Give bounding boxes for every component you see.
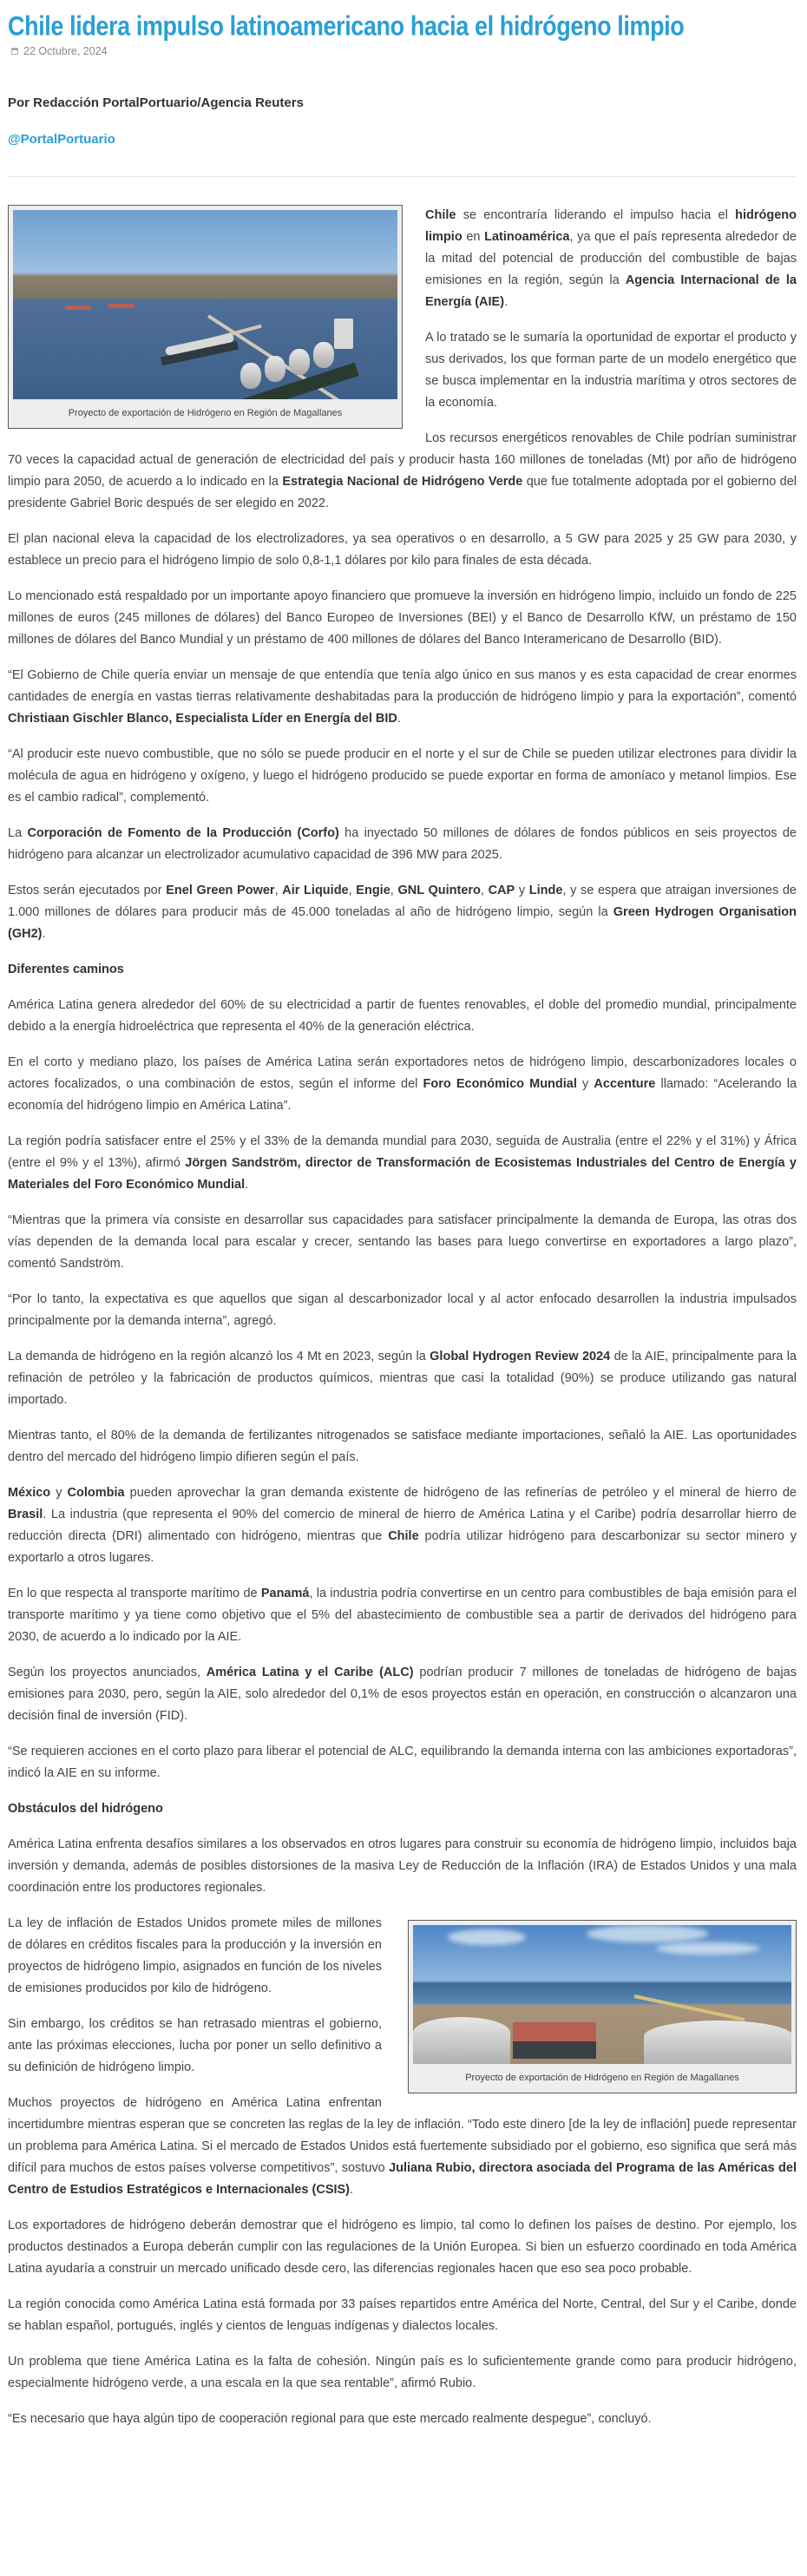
text-run: llamado: “Acelerando la economía del hidrógeno limpio en América Latina”. — [8, 1077, 797, 1113]
text-run: , ya que el país representa alrededor de la mitad del potencial de producción del combustible de bajas emisiones en la región, según la — [425, 230, 797, 287]
text-run: y — [576, 1077, 594, 1091]
figure-caption: Proyecto de exportación de Hidrógeno en Región de Magallanes — [68, 408, 343, 418]
emphasis-text: Chile — [388, 1529, 419, 1543]
paragraph — [8, 1052, 797, 1117]
paragraph — [8, 2215, 797, 2280]
text-run: que fue totalmente adoptada por el gobierno del presidente Gabriel Boric después de ser elegido en 2022. — [8, 475, 797, 510]
paragraph — [8, 1425, 797, 1469]
text-run: La región podría satisfacer entre el 25% y el 33% de la demanda mundial para 2030, seguida de Australia (entre el 22% y el 31%) y África (entre el 9% y el 13%), afirmó — [8, 1134, 797, 1170]
text-run: , y se espera que atraigan inversiones de 1.000 millones de dólares para producir más de 45.000 toneladas al año de hidrógeno limpio, según la — [8, 884, 797, 919]
text-run: Los exportadores de hidrógeno deberán demostrar que el hidrógeno es limpio, tal como lo definen los países de destino. Por ejemplo, los productos destinados a Europa deberán cumplir con las regulaciones de la Unión Europea. Si bien un esfuerzo coordinado en toda América Latina ayudaría a construir un mercado unificado desde cero, las diferencias regionales hacen que eso sea poco probable. — [8, 2218, 797, 2276]
paragraph — [8, 1346, 797, 1411]
text-run: “Es necesario que haya algún tipo de cooperación regional para que este mercado realmente despegue”, concluyó. — [8, 2412, 652, 2426]
article-body — [8, 205, 797, 2444]
text-run: . — [42, 927, 46, 941]
paragraph — [8, 1741, 797, 1784]
paragraph — [8, 2294, 797, 2337]
paragraph — [8, 1834, 797, 1899]
text-run: Los recursos energéticos renovables de Chile podrían suministrar 70 veces la capacidad actual de generación de electricidad del país y producir hasta 160 millones de toneladas (Mt) por año de hidrógeno limpio para 2050, de acuerdo a lo indicado en la — [8, 431, 797, 489]
emphasis-text: Christiaan Gischler Blanco, Especialista Líder en Energía del BID — [8, 712, 397, 726]
section-heading: Diferentes caminos — [8, 963, 124, 976]
text-run: La región conocida como América Latina está formada por 33 países repartidos entre América del Norte, Central, del Sur y el Caribe, donde se hablan español, portugués, inglés y cientos de lenguas indígenas y dialectos locales. — [8, 2297, 797, 2333]
emphasis-text: Enel Green Power — [166, 884, 275, 897]
text-run: , — [348, 884, 357, 897]
emphasis-text: GNL Quintero — [397, 884, 481, 897]
text-run: . — [397, 712, 401, 726]
text-run: pueden aprovechar la gran demanda existente de hidrógeno de las refinerías de petróleo y el mineral de hierro de — [124, 1486, 797, 1500]
emphasis-text: Global Hydrogen Review 2024 — [430, 1350, 611, 1364]
paragraph — [8, 1289, 797, 1332]
text-run: , — [390, 884, 398, 897]
emphasis-text: Air Liquide — [282, 884, 349, 897]
photo-hydrogen-storage-tanks[interactable] — [413, 1925, 791, 2064]
text-run: En el corto y mediano plazo, los países de América Latina serán exportadores netos de hidrógeno limpio, descarbonizadores locales o actores focalizados, o una combinación de estos, según el informe del — [8, 1055, 797, 1091]
emphasis-text: Chile — [425, 208, 456, 222]
text-run: En lo que respecta al transporte marítimo de — [8, 1587, 261, 1600]
paragraph — [8, 1583, 797, 1648]
text-run: Mientras tanto, el 80% de la demanda de fertilizantes nitrogenados se satisface mediante importaciones, señaló la AIE. Las oportunidades dentro del mercado del hidrógeno limpio difieren según el país. — [8, 1429, 797, 1464]
date-text: 22 Octubre, 2024 — [23, 45, 108, 57]
emphasis-text: México — [8, 1486, 51, 1500]
figure-magallanes-tanks — [408, 1920, 797, 2093]
text-run: “Por lo tanto, la expectativa es que aquellos que sigan al descarbonizador local y al actor enfocado desarrollen la industria impulsados principalmente por la demanda interna”, agregó. — [8, 1292, 797, 1328]
photo-hydrogen-export-terminal[interactable] — [13, 210, 397, 399]
text-run: La demanda de hidrógeno en la región alcanzó los 4 Mt en 2023, según la — [8, 1350, 430, 1364]
text-run: de la AIE, principalmente para la refinación de petróleo y la fabricación de productos químicos, mientras que casi la totalidad (90%) se produce utilizando gas natural importado. — [8, 1350, 797, 1407]
text-run: podría utilizar hidrógeno para descarbonizar su sector minero y exportarlo a otros lugares. — [8, 1529, 797, 1565]
text-run: . La industria (que representa el 90% del comercio de mineral de hierro de América Latina y el Caribe) podría desarrollar hierro de reducción directa (DRI) alimentado con hidrógeno, mientras que — [8, 1508, 797, 1543]
figure-caption: Proyecto de exportación de Hidrógeno en Región de Magallanes — [465, 2073, 739, 2083]
text-run: , — [480, 884, 489, 897]
text-run: ha inyectado 50 millones de dólares de fondos públicos en seis proyectos de hidrógeno para alcanzar un electrolizador acumulativo capacidad de 396 MW para 2025. — [8, 826, 797, 862]
page-title: Chile lidera impulso latinoamericano hacia el hidrógeno limpio — [8, 10, 685, 42]
post-date — [11, 45, 108, 57]
paragraph — [8, 2351, 797, 2395]
text-run: . — [504, 295, 508, 309]
twitter-handle-link[interactable]: @PortalPortuario — [8, 132, 115, 147]
emphasis-text: Jörgen Sandström, director de Transformación de Ecosistemas Industriales del Centro de Energía y Materiales del Foro Económico Mundial — [8, 1156, 797, 1192]
text-run: América Latina genera alrededor del 60% de su electricidad a partir de fuentes renovables, el doble del promedio mundial, principalmente debido a la energía hidroeléctrica que representa el 40% de la generación eléctrica. — [8, 998, 797, 1034]
paragraph — [8, 744, 797, 809]
emphasis-text: Panamá — [260, 1587, 310, 1600]
emphasis-text: Accenture — [594, 1077, 656, 1091]
text-run: en — [462, 230, 485, 244]
text-run: “El Gobierno de Chile quería enviar un mensaje de que entendía que tenía algo único en sus manos y es esta capacidad de crear enormes cantidades de energía en vastas tierras relativamente deshabitadas para la producción de hidrógeno limpio y para la exportación”, comentó — [8, 668, 797, 704]
paragraph — [8, 2093, 797, 2201]
text-run: . — [245, 1178, 249, 1192]
emphasis-text: Engie — [356, 884, 390, 897]
text-run: La ley de inflación de Estados Unidos promete miles de millones de dólares en créditos fiscales para la producción y la inversión en proyectos de hidrógeno limpio, asignados en función de los niveles de emisiones producidos por kilo de hidrógeno. — [8, 1916, 382, 1995]
text-run: , — [274, 884, 283, 897]
emphasis-text: Foro Económico Mundial — [423, 1077, 577, 1091]
text-run: y — [515, 884, 529, 897]
paragraph — [8, 665, 797, 730]
emphasis-text: hidrógeno limpio — [425, 208, 797, 244]
emphasis-text: Colombia — [67, 1486, 125, 1500]
paragraph — [8, 529, 797, 572]
text-run: y — [50, 1486, 68, 1500]
text-run: se encontraría liderando el impulso hacia el — [456, 208, 736, 222]
paragraph — [8, 1482, 797, 1569]
text-run: Sin embargo, los créditos se han retrasado mientras el gobierno, ante las próximas elecciones, lucha por poner un sello definitivo a su definición de hidrógeno limpio. — [8, 2017, 382, 2074]
text-run: Un problema que tiene América Latina es la falta de cohesión. Ningún país es lo suficientemente grande como para producir hidrógeno, especialmente hidrógeno verde, a una escala en la que sea rentable”, afirmó Rubio. — [8, 2355, 797, 2390]
emphasis-text: Juliana Rubio, directora asociada del Programa de las Américas del Centro de Estudios Estratégicos e Internacionales (CSIS) — [8, 2161, 797, 2197]
figure-magallanes-pier — [8, 205, 403, 429]
text-run: Según los proyectos anunciados, — [8, 1666, 207, 1679]
emphasis-text: CAP — [488, 884, 515, 897]
text-run: “Se requieren acciones en el corto plazo para liberar el potencial de ALC, equilibrando la demanda interna con las ambiciones exportadoras”, indicó la AIE en su informe. — [8, 1745, 797, 1780]
emphasis-text: Estrategia Nacional de Hidrógeno Verde — [282, 475, 523, 489]
paragraph — [8, 880, 797, 945]
paragraph — [8, 995, 797, 1038]
text-run: El plan nacional eleva la capacidad de los electrolizadores, ya sea operativos o en desarrollo, a 5 GW para 2025 y 25 GW para 2030, y establece un precio para el hidrógeno limpio de solo 0,8-1,1 dólares por kilo para finales de esta década. — [8, 532, 797, 568]
text-run: “Al producir este nuevo combustible, que no sólo se puede producir en el norte y el sur de Chile se pueden utilizar electrones para dividir la molécula de agua en hidrógeno y oxígeno, y luego el hidrógeno producido se puede exportar en forma de amoníaco y metanol limpios. Ese es el cambio radical”, complementó. — [8, 747, 797, 805]
paragraph — [8, 586, 797, 651]
byline: Por Redacción PortalPortuario/Agencia Reuters — [8, 95, 304, 110]
text-run: , la industria podría convertirse en un centro para combustibles de baja emisión para el transporte marítimo y ya tiene como objetivo que el 5% del abastecimiento de combustible sea a partir de derivados del hidrógeno para 2030, de acuerdo a lo indicado por la AIE. — [8, 1587, 797, 1644]
text-run: podrían producir 7 millones de toneladas de hidrógeno de bajas emisiones para 2030, pero, según la AIE, solo alrededor del 0,1% de esos proyectos están en operación, en construcción o alcanzaron una decisión final de inversión (FID). — [8, 1666, 797, 1723]
text-run: La — [8, 826, 28, 840]
paragraph — [8, 1210, 797, 1275]
paragraph — [8, 1131, 797, 1196]
emphasis-text: Latinoamérica — [484, 230, 570, 244]
text-run: “Mientras que la primera vía consiste en desarrollar sus capacidades para satisfacer principalmente la demanda de Europa, las otras dos vías dependen de la demanda local para escalar y crecer, sentando las bases para luego convertirse en exportadores a largo plazo”, comentó Sandström. — [8, 1213, 797, 1271]
emphasis-text: Green Hydrogen Organisation (GH2) — [8, 905, 797, 941]
text-run: . — [350, 2183, 354, 2197]
divider — [8, 176, 797, 177]
text-run: América Latina enfrenta desafíos similares a los observados en otros lugares para construir su economía de hidrógeno limpio, incluidos baja inversión y demanda, además de posibles distorsiones de la masiva Ley de Reducción de la Inflación (IRA) de Estados Unidos y una mala coordinación entre los productores regionales. — [8, 1837, 797, 1895]
text-run: Estos serán ejecutados por — [8, 884, 167, 897]
paragraph — [8, 2408, 797, 2430]
paragraph — [8, 823, 797, 866]
emphasis-text: Corporación de Fomento de la Producción (Corfo) — [27, 826, 339, 840]
emphasis-text: Linde — [528, 884, 563, 897]
text-run: Muchos proyectos de hidrógeno en América Latina enfrentan incertidumbre mientras esperan que se concreten las reglas de la ley de inflación. “Todo este dinero [de la ley de inflación] puede representar un problema para América Latina. Si el mercado de Estados Unidos está fuertemente subsidiado por el gobierno, eso significa que será más difícil para muchos de estos países volverse competitivos”, sostuvo — [8, 2096, 797, 2175]
emphasis-text: Brasil — [8, 1508, 43, 1521]
emphasis-text: Agencia Internacional de la Energía (AIE) — [425, 273, 797, 309]
emphasis-text: América Latina y el Caribe (ALC) — [206, 1666, 414, 1679]
text-run: A lo tratado se le sumaría la oportunidad de exportar el producto y sus derivados, los que forman parte de un modelo energético que se busca implementar en la industria marítima y otros sectores de la economía. — [425, 331, 797, 410]
paragraph — [8, 428, 797, 515]
paragraph — [8, 1662, 797, 1727]
text-run: Lo mencionado está respaldado por un importante apoyo financiero que promueve la inversión en hidrógeno limpio, incluido un fondo de 225 millones de euros (245 millones de dólares) del Banco Europeo de Inversiones (BEI) y el Banco de Desarrollo KfW, un préstamo de 150 millones de dólares del Banco Mundial y un préstamo de 400 millones de dólares del Banco Interamericano de Desarrollo (BID). — [8, 589, 797, 647]
calendar-icon — [11, 48, 18, 55]
section-heading: Obstáculos del hidrógeno — [8, 1802, 163, 1816]
